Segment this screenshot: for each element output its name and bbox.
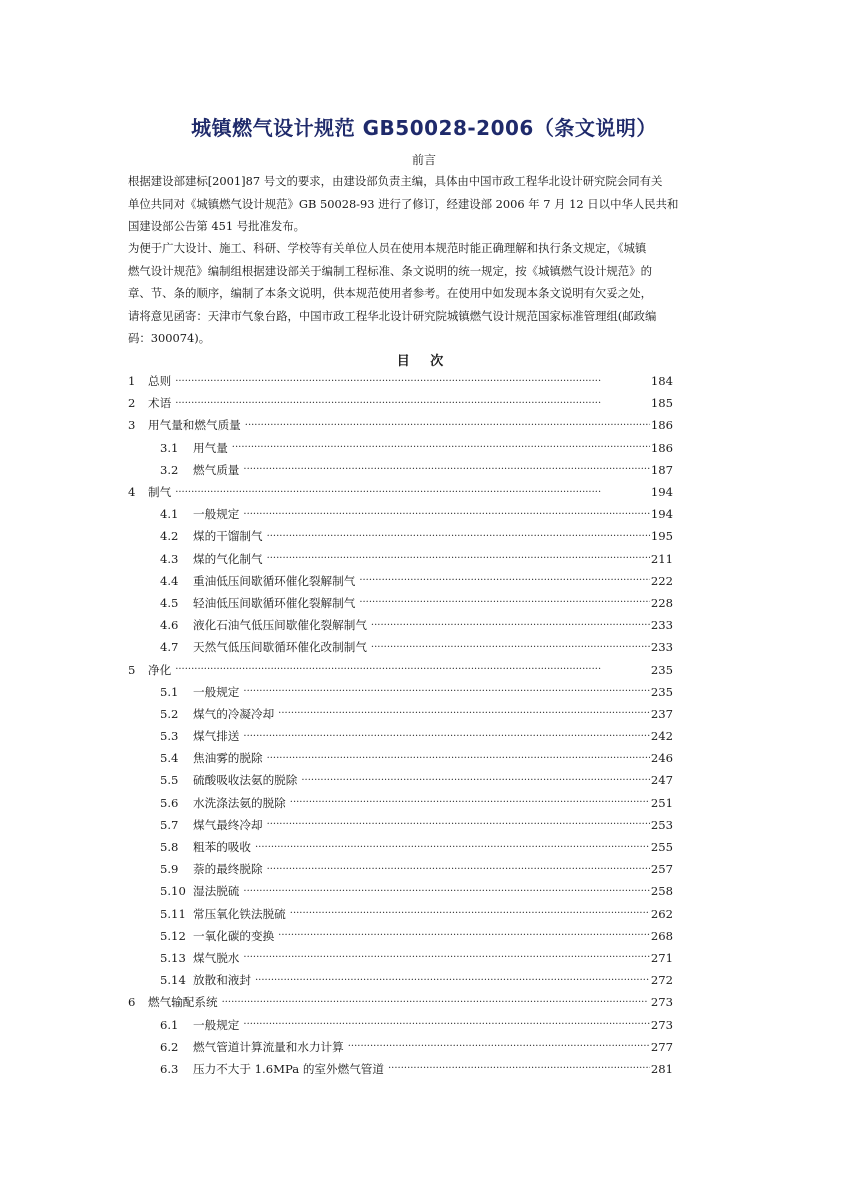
toc-dot-leader (359, 575, 650, 586)
toc-dot-leader (267, 553, 650, 564)
toc-entry-label: 煤的气化制气 (193, 551, 263, 566)
toc-entry-label: 煤气排送 (193, 729, 240, 744)
toc-entry[interactable] (128, 459, 673, 481)
paragraph-line: 为便于广大设计、施工、科研、学校等有关单位人员在使用本规范时能正确理解和执行条文规定，《城镇 (128, 241, 647, 255)
toc-entry-page: 258 (650, 884, 673, 899)
toc-entry[interactable] (128, 614, 673, 636)
toc-entry-number: 5.1 (160, 684, 179, 699)
toc-entry-page: 184 (650, 374, 673, 389)
toc-entry-number: 6.3 (160, 1061, 179, 1076)
toc-entry[interactable] (128, 370, 673, 392)
toc-entry[interactable] (128, 947, 673, 969)
toc-entry-page: 185 (650, 396, 673, 411)
toc-entry-page: 211 (650, 551, 673, 566)
toc-entry-number: 5.3 (160, 729, 179, 744)
toc-entry-page: 251 (650, 795, 673, 810)
toc-entry-page: 242 (650, 729, 673, 744)
toc-entry-page: 247 (650, 773, 673, 788)
toc-entry-page: 235 (650, 662, 673, 677)
toc-dot-leader (267, 864, 650, 875)
toc-dot-leader (243, 886, 649, 897)
paragraph-line: 码：300074)。 (128, 331, 211, 345)
toc-entry[interactable] (128, 991, 673, 1013)
toc-entry-label: 重油低压间歇循环催化裂解制气 (193, 573, 356, 588)
toc-entry-page: 262 (650, 906, 673, 921)
toc-dot-leader (278, 930, 650, 941)
toc-entry-number: 1 (128, 374, 136, 389)
toc-entry-page: 186 (650, 418, 673, 433)
paragraph-line: 单位共同对《城镇燃气设计规范》GB 50028-93 进行了修订，经建设部 2006 年 7 月 12 日以中华人民共和 (128, 196, 679, 211)
document-title: 城镇燃气设计规范 GB50028-2006（条文说明） (191, 116, 657, 140)
toc-entry-number: 5.9 (160, 862, 179, 877)
toc-entry[interactable] (128, 836, 673, 858)
toc-entry-page: 186 (650, 440, 673, 455)
toc-entry[interactable] (128, 792, 673, 814)
toc-entry-number: 5.8 (160, 840, 179, 855)
toc-entry-label: 湿法脱硫 (193, 884, 240, 899)
toc-dot-leader (243, 952, 649, 963)
toc-entry-number: 4.6 (160, 618, 179, 633)
toc-entry-page: 268 (650, 928, 673, 943)
toc-entry[interactable] (128, 1013, 673, 1035)
toc-entry-label: 术语 (148, 396, 172, 411)
toc-entry[interactable] (128, 747, 673, 769)
toc-dot-leader (175, 487, 650, 498)
toc-entry[interactable] (128, 570, 673, 592)
toc-entry-label: 焦油雾的脱除 (193, 751, 263, 766)
toc-entry-page: 233 (650, 640, 673, 655)
toc-entry-number: 4.7 (160, 640, 179, 655)
toc-entry-page: 281 (650, 1061, 673, 1076)
toc-entry[interactable] (128, 880, 673, 902)
toc-entry[interactable] (128, 703, 673, 725)
toc-entry-label: 水洗涤法氨的脱除 (193, 795, 286, 810)
toc-entry[interactable] (128, 769, 673, 791)
toc-dot-leader (243, 686, 649, 697)
toc-entry[interactable] (128, 969, 673, 991)
toc-dot-leader (301, 775, 650, 786)
toc-entry-number: 5.13 (160, 950, 186, 965)
toc-dot-leader (175, 376, 650, 387)
toc-entry-page: 257 (650, 862, 673, 877)
toc-dot-leader (245, 420, 650, 431)
toc-entry-number: 4.2 (160, 529, 179, 544)
toc-entry-label: 轻油低压间歇循环催化裂解制气 (193, 595, 356, 610)
toc-entry[interactable] (128, 636, 673, 658)
toc-dot-leader (278, 708, 650, 719)
toc-entry[interactable] (128, 681, 673, 703)
toc-entry-label: 压力不大于 1.6MPa 的室外燃气管道 (193, 1061, 384, 1076)
preface-paragraph-2 (128, 237, 728, 350)
toc-entry[interactable] (128, 503, 673, 525)
preface-paragraph-1 (128, 170, 728, 238)
toc-entry-number: 4.4 (160, 573, 179, 588)
toc-entry-label: 煤气最终冷却 (193, 817, 263, 832)
toc-entry-number: 5.10 (160, 884, 186, 899)
toc-entry-page: 233 (650, 618, 673, 633)
toc-entry[interactable] (128, 814, 673, 836)
toc-entry-label: 用气量和燃气质量 (148, 418, 241, 433)
toc-entry-label: 燃气输配系统 (148, 995, 218, 1010)
toc-entry-number: 4.5 (160, 595, 179, 610)
toc-entry-label: 放散和液封 (193, 973, 251, 988)
toc-entry-page: 194 (650, 507, 673, 522)
toc-entry-page: 253 (650, 817, 673, 832)
paragraph-line: 国建设部公告第 451 号批准发布。 (128, 219, 306, 233)
toc-dot-leader (267, 753, 650, 764)
toc-dot-leader (175, 398, 650, 409)
toc-dot-leader (348, 1041, 650, 1052)
toc-entry-page: 195 (650, 529, 673, 544)
toc-entry-label: 燃气质量 (193, 462, 240, 477)
toc-entry[interactable] (128, 592, 673, 614)
toc-dot-leader (359, 597, 650, 608)
toc-dot-leader (388, 1063, 650, 1074)
toc-entry-page: 271 (650, 950, 673, 965)
toc-dot-leader (290, 908, 650, 919)
toc-dot-leader (255, 842, 650, 853)
toc-entry-label: 一般规定 (193, 1017, 240, 1032)
toc-entry-page: 273 (650, 995, 673, 1010)
toc-entry-page: 222 (650, 573, 673, 588)
toc-entry-number: 5.5 (160, 773, 179, 788)
toc-entry-page: 255 (650, 840, 673, 855)
toc-dot-leader (255, 975, 650, 986)
toc-entry-page: 237 (650, 706, 673, 721)
toc-entry-page: 228 (650, 595, 673, 610)
toc-entry[interactable] (128, 725, 673, 747)
toc-entry-page: 235 (650, 684, 673, 699)
toc-entry-number: 4 (128, 485, 136, 500)
toc-entry-page: 246 (650, 751, 673, 766)
paragraph-line: 请将意见函寄：天津市气象台路，中国市政工程华北设计研究院城镇燃气设计规范国家标准管理组(邮政编 (128, 308, 657, 323)
toc-entry-label: 用气量 (193, 440, 228, 455)
toc-entry-number: 5.11 (160, 906, 186, 921)
toc-entry-label: 天然气低压间歇循环催化改制制气 (193, 640, 367, 655)
toc-dot-leader (243, 1019, 649, 1030)
paragraph-line: 根据建设部建标[2001]87 号文的要求，由建设部负责主编，具体由中国市政工程华北设计研究院会同有关 (128, 174, 663, 188)
toc-entry-number: 3.2 (160, 462, 179, 477)
toc-entry-number: 5 (128, 662, 136, 677)
toc-entry-page: 187 (650, 462, 673, 477)
preface-heading: 前言 (411, 153, 436, 167)
toc-dot-leader (175, 664, 650, 675)
toc-entry-number: 5.14 (160, 973, 186, 988)
table-of-contents (128, 370, 673, 1080)
toc-dot-leader (267, 819, 650, 830)
toc-entry-label: 粗苯的吸收 (193, 840, 251, 855)
toc-entry-label: 净化 (148, 662, 172, 677)
toc-entry-page: 194 (650, 485, 673, 500)
toc-entry-label: 制气 (148, 485, 172, 500)
toc-entry-page: 277 (650, 1039, 673, 1054)
toc-entry[interactable] (128, 1058, 673, 1080)
toc-entry-label: 煤的干馏制气 (193, 529, 263, 544)
toc-entry-label: 液化石油气低压间歇催化裂解制气 (193, 618, 367, 633)
toc-dot-leader (290, 797, 650, 808)
toc-entry-label: 常压氧化铁法脱硫 (193, 906, 286, 921)
toc-dot-leader (371, 642, 650, 653)
toc-entry-number: 3.1 (160, 440, 179, 455)
toc-entry[interactable] (128, 481, 673, 503)
toc-dot-leader (243, 731, 649, 742)
toc-entry-number: 6 (128, 995, 136, 1010)
toc-entry[interactable] (128, 1036, 673, 1058)
toc-entry-label: 总则 (148, 374, 172, 389)
toc-entry-number: 5.4 (160, 751, 179, 766)
toc-entry-number: 6.2 (160, 1039, 179, 1054)
toc-dot-leader (243, 464, 649, 475)
toc-entry[interactable] (128, 858, 673, 880)
toc-dot-leader (267, 531, 650, 542)
toc-entry-number: 5.2 (160, 706, 179, 721)
toc-entry-number: 4.1 (160, 507, 179, 522)
toc-entry[interactable] (128, 437, 673, 459)
toc-entry-number: 6.1 (160, 1017, 179, 1032)
toc-entry-label: 一般规定 (193, 507, 240, 522)
toc-dot-leader (232, 442, 650, 453)
toc-entry-label: 一氧化碳的变换 (193, 928, 275, 943)
toc-dot-leader (371, 620, 650, 631)
toc-entry[interactable] (128, 392, 673, 414)
toc-entry-number: 5.7 (160, 817, 179, 832)
toc-entry-number: 5.6 (160, 795, 179, 810)
toc-entry-page: 272 (650, 973, 673, 988)
toc-entry[interactable] (128, 525, 673, 547)
toc-entry-label: 煤气的冷凝冷却 (193, 706, 275, 721)
toc-entry[interactable] (128, 925, 673, 947)
toc-entry-number: 2 (128, 396, 136, 411)
toc-entry-label: 萘的最终脱除 (193, 862, 263, 877)
toc-entry[interactable] (128, 548, 673, 570)
toc-title: 目 次 (396, 354, 452, 369)
toc-entry-number: 4.3 (160, 551, 179, 566)
toc-dot-leader (243, 509, 649, 520)
toc-entry-label: 一般规定 (193, 684, 240, 699)
toc-entry-page: 273 (650, 1017, 673, 1032)
toc-entry-label: 硫酸吸收法氨的脱除 (193, 773, 298, 788)
toc-entry[interactable] (128, 903, 673, 925)
toc-entry-label: 煤气脱水 (193, 950, 240, 965)
toc-dot-leader (222, 997, 650, 1008)
toc-entry[interactable] (128, 658, 673, 680)
paragraph-line: 燃气设计规范》编制组根据建设部关于编制工程标准、条文说明的统一规定，按《城镇燃气设计规范》的 (128, 263, 652, 278)
paragraph-line: 章、节、条的顺序，编制了本条文说明，供本规范使用者参考。在使用中如发现本条文说明有欠妥之处， (128, 286, 652, 300)
toc-entry-number: 5.12 (160, 928, 186, 943)
toc-entry[interactable] (128, 414, 673, 436)
toc-entry-label: 燃气管道计算流量和水力计算 (193, 1039, 344, 1054)
toc-entry-number: 3 (128, 418, 136, 433)
